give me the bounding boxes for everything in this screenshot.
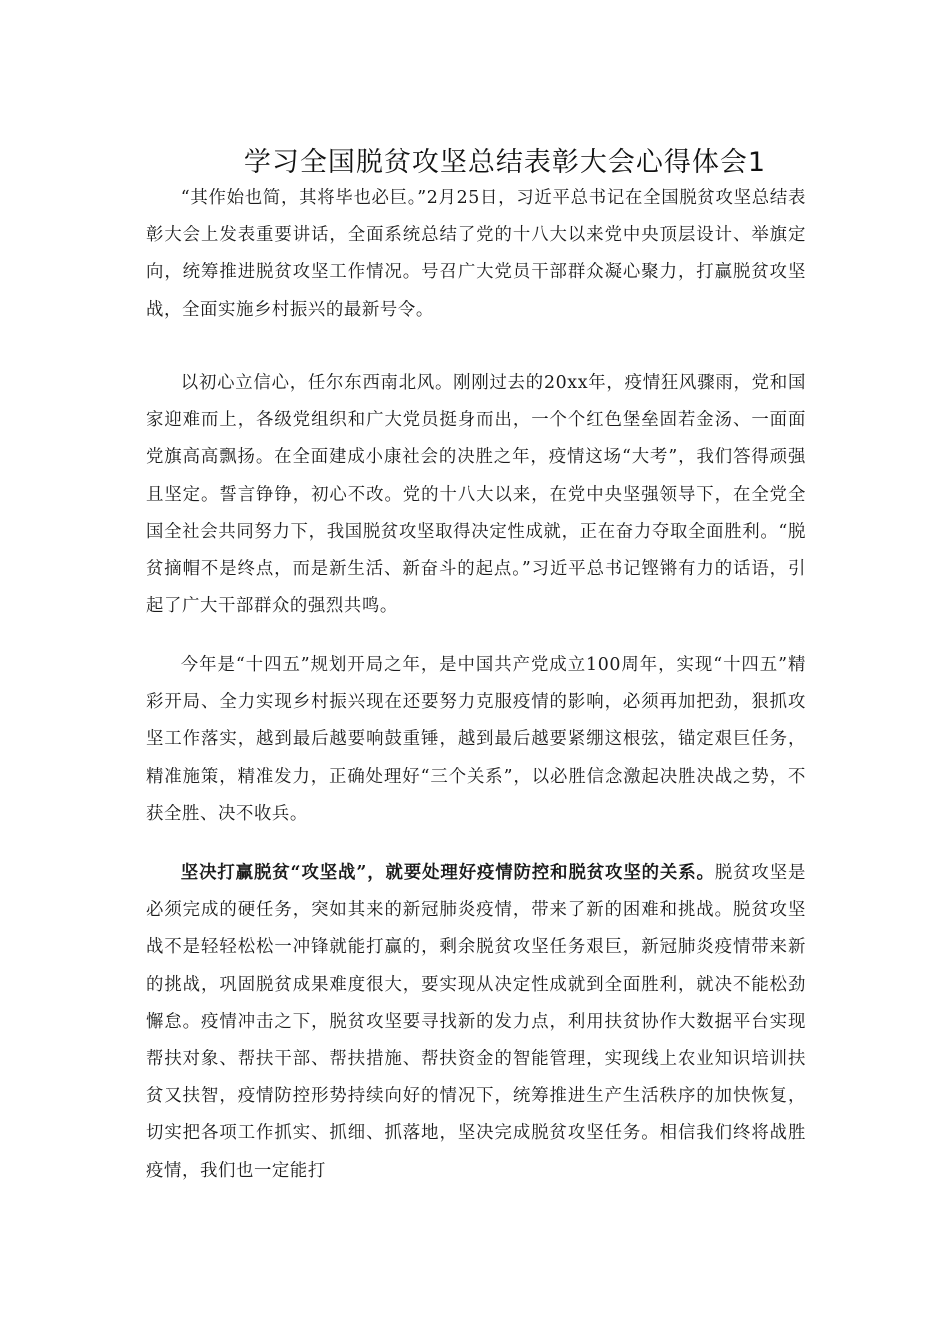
paragraph-1-text: “其作始也简，其将毕也必巨。”2月25日，习近平总书记在全国脱贫攻坚总结表彰大会上发表重要讲话，全面系统总结了党的十八大以来党中央顶层设计、举旗定向，统筹推进脱贫攻坚工作情况。号召广大党员干部群众凝心聚力，打赢脱贫攻坚战，全面实施乡村振兴的最新号令。 xyxy=(146,188,806,320)
paragraph-4-text: 脱贫攻坚是必须完成的硬任务，突如其来的新冠肺炎疫情，带来了新的困难和挑战。脱贫攻坚战不是轻轻松松一冲锋就能打赢的，剩余脱贫攻坚任务艰巨，新冠肺炎疫情带来新的挑战，巩固脱贫成果难度很大，要实现从决定性成就到全面胜利，就决不能松劲懈怠。疫情冲击之下，脱贫攻坚要寻找新的发力点，利用扶贫协作大数据平台实现帮扶对象、帮扶干部、帮扶措施、帮扶资金的智能管理，实现线上农业知识培训扶贫又扶智，疫情防控形势持续向好的情况下，统筹推进生产生活秩序的加快恢复，切实把各项工作抓实、抓细、抓落地，坚决完成脱贫攻坚任务。相信我们终将战胜疫情，我们也一定能打 xyxy=(146,863,806,1181)
paragraph-2-text: 以初心立信心，任尔东西南北风。刚刚过去的20xx年，疫情狂风骤雨，党和国家迎难而上，各级党组织和广大党员挺身而出，一个个红色堡垒固若金汤、一面面党旗高高飘扬。在全面建成小康社会的决胜之年，疫情这场“大考”，我们答得顽强且坚定。誓言铮铮，初心不改。党的十八大以来，在党中央坚强领导下，在全党全国全社会共同努力下，我国脱贫攻坚取得决定性成就，正在奋力夺取全面胜利。“脱贫摘帽不是终点，而是新生活、新奋斗的起点。”习近平总书记铿锵有力的话语，引起了广大干部群众的强烈共鸣。 xyxy=(146,373,806,617)
paragraph-2 xyxy=(146,365,806,625)
document-title: 学习全国脱贫攻坚总结表彰大会心得体会1 xyxy=(243,147,767,178)
paragraph-3 xyxy=(146,647,806,833)
paragraph-4-lead: 坚决打赢脱贫“攻坚战”，就要处理好疫情防控和脱贫攻坚的关系。 xyxy=(180,863,715,883)
paragraph-1 xyxy=(146,180,806,329)
paragraph-3-text: 今年是“十四五”规划开局之年，是中国共产党成立100周年，实现“十四五”精彩开局、全力实现乡村振兴现在还要努力克服疫情的影响，必须再加把劲，狠抓攻坚工作落实，越到最后越要响鼓重锤，越到最后越要紧绷这根弦，锚定艰巨任务，精准施策，精准发力，正确处理好“三个关系”，以必胜信念激起决胜决战之势，不获全胜、决不收兵。 xyxy=(146,655,806,824)
paragraph-4 xyxy=(146,855,806,1190)
